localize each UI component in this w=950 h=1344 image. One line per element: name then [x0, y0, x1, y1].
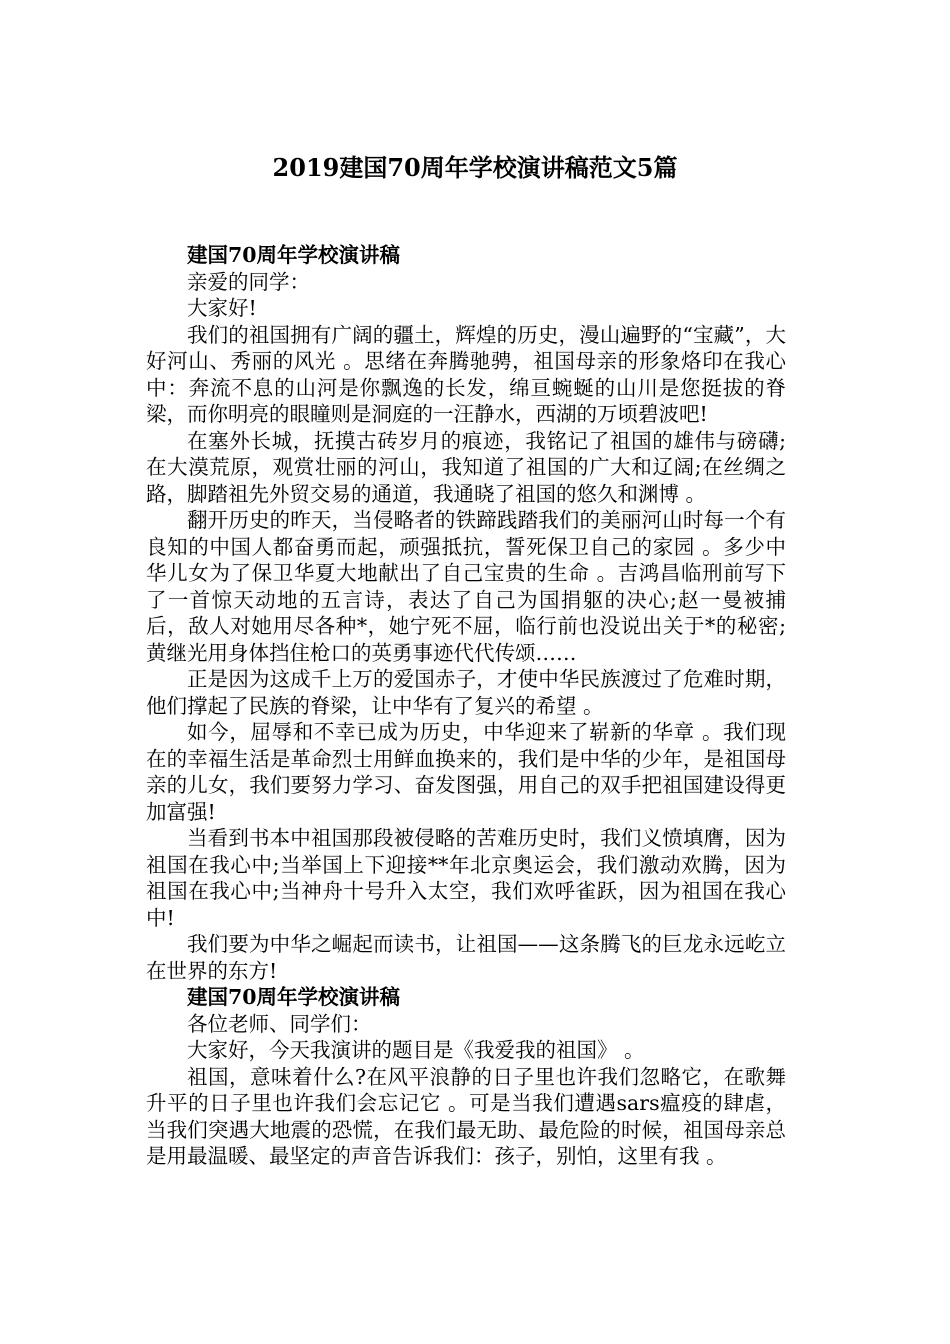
paragraph: 我们要为中华之崛起而读书，让祖国——这条腾飞的巨龙永远屹立在世界的东方! [146, 932, 786, 983]
paragraph: 大家好! [187, 296, 257, 320]
paragraph: 当看到书本中祖国那段被侵略的苦难历史时，我们义愤填膺，因为祖国在我心中;当举国上下迎接**年北京奥运会，我们激动欢腾，因为祖国在我心中;当神舟十号升入太空，我们欢呼雀跃，因为祖国在我心中! [146, 826, 786, 930]
document-body [146, 242, 786, 1170]
paragraph: 我们的祖国拥有广阔的疆土，辉煌的历史，漫山遍野的“宝藏”，大好河山、秀丽的风光 。思绪在奔腾驰骋，祖国母亲的形象烙印在我心中：奔流不息的山河是你飘逸的长发，绵亘蜿蜒的山川是您挺拔的脊梁，而你明亮的眼瞳则是洞庭的一汪静水，西湖的万顷碧波吧! [146, 322, 786, 426]
paragraph: 翻开历史的昨天，当侵略者的铁蹄践踏我们的美丽河山时每一个有良知的中国人都奋勇而起，顽强抵抗，誓死保卫自己的家园 。多少中华儿女为了保卫华夏大地献出了自己宝贵的生命 。吉鸿昌临刑前写下了一首惊天动地的五言诗，表达了自己为国捐躯的决心;赵一曼被捕后，敌人对她用尽各种*，她宁死不屈，临行前也没说出关于*的秘密;黄继光用身体挡住枪口的英勇事迹代代传颂…… [146, 508, 786, 665]
section-heading: 建国70周年学校演讲稿 [187, 985, 401, 1009]
paragraph: 正是因为这成千上万的爱国赤子，才使中华民族渡过了危难时期，他们撑起了民族的脊梁，让中华有了复兴的希望 。 [146, 667, 786, 718]
paragraph: 亲爱的同学： [187, 269, 310, 294]
document-title: 2019建国70周年学校演讲稿范文5篇 [272, 153, 678, 182]
paragraph: 祖国，意味着什么?在风平浪静的日子里也许我们忽略它，在歌舞升平的日子里也许我们会忘记它 。可是当我们遭遇sars瘟疫的肆虐，当我们突遇大地震的恐慌，在我们最无助、最危险的时候，祖国母亲总是用最温暖、最坚定的声音告诉我们：孩子，别怕，这里有我 。 [146, 1064, 786, 1168]
paragraph: 如今，屈辱和不幸已成为历史，中华迎来了崭新的华章 。我们现在的幸福生活是革命烈士用鲜血换来的，我们是中华的少年，是祖国母亲的儿女，我们要努力学习、奋发图强，用自己的双手把祖国建设得更加富强! [146, 720, 786, 824]
paragraph: 各位老师、同学们： [187, 1011, 372, 1036]
section-heading: 建国70周年学校演讲稿 [187, 243, 401, 267]
paragraph: 在塞外长城，抚摸古砖岁月的痕迹，我铭记了祖国的雄伟与磅礴;在大漠荒原，观赏壮丽的河山，我知道了祖国的广大和辽阔;在丝绸之路，脚踏祖先外贸交易的通道，我通晓了祖国的悠久和渊博 。 [146, 428, 786, 506]
paragraph: 大家好，今天我演讲的题目是《我爱我的祖国》 。 [187, 1038, 645, 1062]
